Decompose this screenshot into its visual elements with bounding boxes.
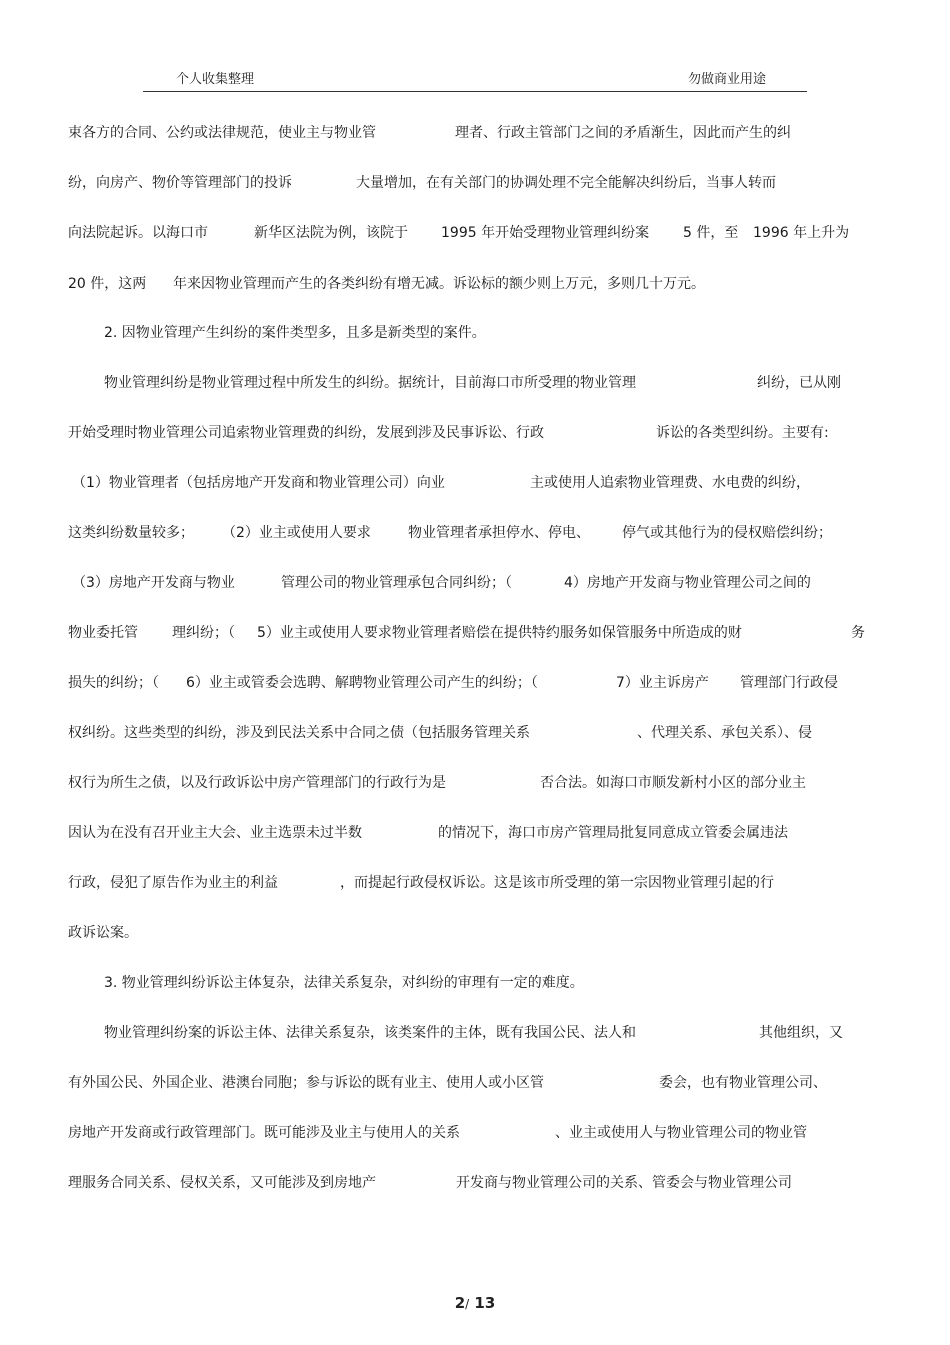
page-header-right: 勿做商业用途 <box>688 72 767 87</box>
text-segment: 委会，也有物业管理公司、 <box>659 1075 827 1091</box>
text-segment: 3. 物业管理纠纷诉讼主体复杂，法律关系复杂，对纠纷的审理有一定的难度。 <box>104 975 584 991</box>
text-line <box>0 323 950 343</box>
text-segment: 、业主或使用人与物业管理公司的物业管 <box>555 1125 807 1141</box>
text-line <box>0 1173 950 1193</box>
text-segment: （2）业主或使用人要求 <box>222 525 371 541</box>
text-line <box>0 223 950 243</box>
text-line <box>0 523 950 543</box>
text-segment: 政诉讼案。 <box>68 925 138 941</box>
text-segment: 5 件，至 <box>683 225 739 241</box>
text-line <box>0 274 950 294</box>
text-segment: 主或使用人追索物业管理费、水电费的纠纷， <box>530 475 810 491</box>
page-separator: / <box>465 1297 470 1311</box>
text-segment: 权行为所生之债，以及行政诉讼中房产管理部门的行政行为是 <box>68 775 446 791</box>
text-segment: 权纠纷。这些类型的纠纷，涉及到民法关系中合同之债（包括服务管理关系 <box>68 725 530 741</box>
text-line <box>0 123 950 143</box>
text-line <box>0 973 950 993</box>
text-segment: 6）业主或管委会选聘、解聘物业管理公司产生的纠纷；（ <box>186 675 538 691</box>
text-segment: 、代理关系、承包关系）、侵 <box>637 725 812 741</box>
text-segment: ，而提起行政侵权诉讼。这是该市所受理的第一宗因物业管理引起的行 <box>340 875 774 891</box>
text-segment: 务 <box>851 625 865 641</box>
text-segment: 开发商与物业管理公司的关系、管委会与物业管理公司 <box>456 1175 792 1191</box>
text-segment: 管理部门行政侵 <box>740 675 838 691</box>
text-segment: 年来因物业管理而产生的各类纠纷有增无减。诉讼标的额少则上万元，多则几十万元。 <box>173 276 705 292</box>
current-page: 2 <box>454 1294 466 1312</box>
text-segment: 5）业主或使用人要求物业管理者赔偿在提供特约服务如保管服务中所造成的财 <box>257 625 742 641</box>
text-segment: 因认为在没有召开业主大会、业主选票未过半数 <box>68 825 362 841</box>
text-segment: 的情况下，海口市房产管理局批复同意成立管委会属违法 <box>438 825 788 841</box>
text-segment: 大量增加，在有关部门的协调处理不完全能解决纠纷后，当事人转而 <box>356 175 776 191</box>
text-segment: 停气或其他行为的侵权赔偿纠纷； <box>622 525 832 541</box>
text-segment: 新华区法院为例，该院于 <box>254 225 408 241</box>
text-segment: 1996 年上升为 <box>753 225 850 241</box>
text-segment: 房地产开发商或行政管理部门。既可能涉及业主与使用人的关系 <box>68 1125 460 1141</box>
text-segment: 纷，向房产、物价等管理部门的投诉 <box>68 175 292 191</box>
header-rule <box>143 91 807 92</box>
text-line <box>0 673 950 693</box>
text-segment: 1995 年开始受理物业管理纠纷案 <box>441 225 650 241</box>
text-segment: 4）房地产开发商与物业管理公司之间的 <box>564 575 811 591</box>
text-segment: 物业委托管 <box>68 625 138 641</box>
page-number <box>0 1294 950 1312</box>
text-line <box>0 923 950 943</box>
text-line <box>0 723 950 743</box>
text-line <box>0 1073 950 1093</box>
text-segment: 20 件，这两 <box>68 276 147 292</box>
text-line <box>0 1123 950 1143</box>
text-segment: 管理公司的物业管理承包合同纠纷；（ <box>281 575 512 591</box>
text-segment: 理者、行政主管部门之间的矛盾渐生，因此而产生的纠 <box>455 125 791 141</box>
text-line <box>0 873 950 893</box>
text-segment: 理纠纷；（ <box>172 625 235 641</box>
total-pages: 13 <box>474 1294 496 1312</box>
text-segment: 否合法。如海口市顺发新村小区的部分业主 <box>540 775 806 791</box>
text-segment: 诉讼的各类型纠纷。主要有: <box>656 425 829 441</box>
text-line <box>0 173 950 193</box>
text-segment: （1）物业管理者（包括房地产开发商和物业管理公司）向业 <box>72 475 445 491</box>
text-line <box>0 1023 950 1043</box>
text-segment: 向法院起诉。以海口市 <box>68 225 208 241</box>
page-header-left: 个人收集整理 <box>176 72 255 87</box>
text-segment: 其他组织，又 <box>759 1025 843 1041</box>
text-segment: 物业管理纠纷案的诉讼主体、法律关系复杂，该类案件的主体，既有我国公民、法人和 <box>104 1025 636 1041</box>
text-segment: 纠纷，已从刚 <box>757 375 841 391</box>
text-segment: 行政，侵犯了原告作为业主的利益 <box>68 875 278 891</box>
text-segment: 这类纠纷数量较多； <box>68 525 194 541</box>
text-segment: 束各方的合同、公约或法律规范，使业主与物业管 <box>68 125 376 141</box>
text-segment: （3）房地产开发商与物业 <box>72 575 235 591</box>
text-segment: 理服务合同关系、侵权关系，又可能涉及到房地产 <box>68 1175 376 1191</box>
text-line <box>0 823 950 843</box>
text-line <box>0 773 950 793</box>
text-segment: 开始受理时物业管理公司追索物业管理费的纠纷，发展到涉及民事诉讼、行政 <box>68 425 544 441</box>
text-line <box>0 623 950 643</box>
text-segment: 有外国公民、外国企业、港澳台同胞；参与诉讼的既有业主、使用人或小区管 <box>68 1075 544 1091</box>
text-line <box>0 423 950 443</box>
text-line <box>0 573 950 593</box>
text-segment: 7）业主诉房产 <box>616 675 709 691</box>
text-segment: 物业管理纠纷是物业管理过程中所发生的纠纷。据统计，目前海口市所受理的物业管理 <box>104 375 636 391</box>
text-line <box>0 473 950 493</box>
text-segment: 损失的纠纷；（ <box>68 675 159 691</box>
text-segment: 物业管理者承担停水、停电、 <box>408 525 590 541</box>
text-segment: 2. 因物业管理产生纠纷的案件类型多，且多是新类型的案件。 <box>104 325 486 341</box>
text-line <box>0 373 950 393</box>
